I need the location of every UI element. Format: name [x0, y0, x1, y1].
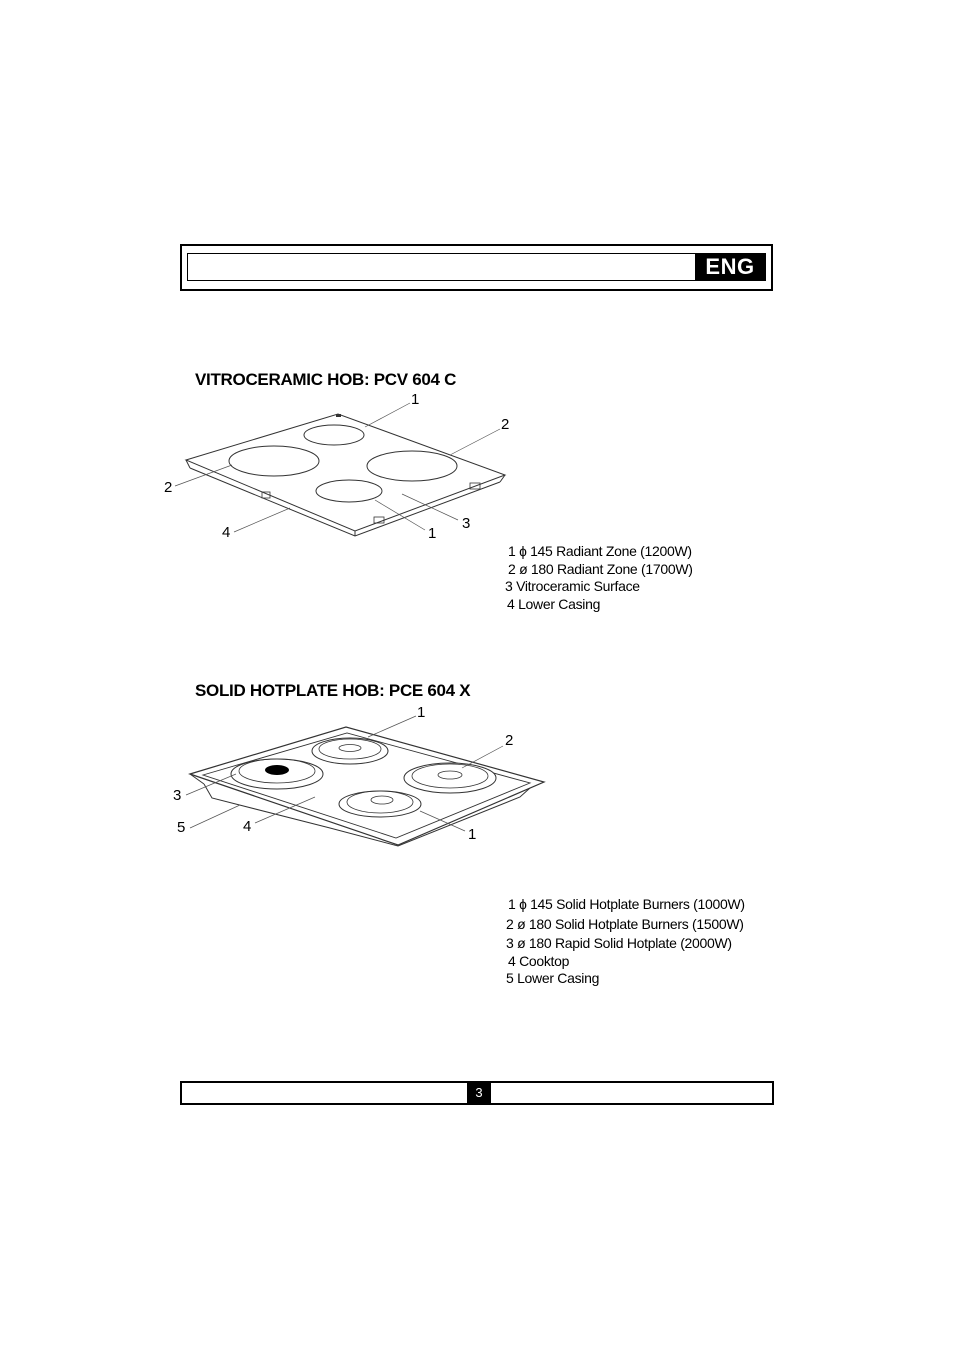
legend-item: 5 Lower Casing [506, 970, 600, 986]
leader-1-top [368, 716, 416, 737]
hotplate-right [404, 763, 496, 793]
hotplate-front [339, 791, 421, 817]
legend-item: 3 Vitroceramic Surface [505, 578, 640, 594]
solid-callout-4: 4 [243, 818, 252, 835]
header-band [180, 244, 773, 291]
leader-4 [234, 508, 290, 532]
vitroceramic-hob-diagram [150, 380, 530, 550]
vitroceramic-legend [505, 543, 693, 613]
legend-item: 1 ɸ 145 Radiant Zone (1200W) [508, 543, 692, 559]
vitro-surface-outline [186, 414, 505, 531]
page-number: 3 [467, 1082, 491, 1104]
legend-item: 4 Cooktop [508, 952, 570, 969]
control-mark-top [336, 414, 341, 417]
solid-callout-1-bottom: 1 [468, 826, 477, 843]
leader-1-top [365, 403, 410, 427]
vitro-callout-1-top: 1 [411, 391, 420, 408]
hotplate-back [312, 738, 388, 764]
hotplate-left-rapid [231, 759, 323, 789]
legend-item: 3 ø 180 Rapid Solid Hotplate (2000W) [506, 935, 732, 951]
solid-hotplate-hob-diagram [165, 700, 550, 850]
footer-band [180, 1081, 774, 1105]
solid-callout-2: 2 [505, 732, 514, 749]
legend-item: 1 ɸ 145 Solid Hotplate Burners (1000W) [508, 896, 745, 912]
vitroceramic-hob-title: VITROCERAMIC HOB: PCV 604 C [195, 370, 457, 389]
solid-hotplate-hob-title: SOLID HOTPLATE HOB: PCE 604 X [195, 681, 471, 700]
solid-callout-1-top: 1 [417, 704, 426, 721]
rapid-indicator-dot [265, 765, 289, 775]
solid-callout-3: 3 [173, 787, 182, 804]
header-inner-frame [187, 253, 766, 281]
vitro-callout-4: 4 [222, 524, 231, 541]
vitro-callout-2-left: 2 [164, 479, 173, 496]
vitro-callout-2-right: 2 [501, 416, 510, 433]
legend-item: 4 Lower Casing [507, 595, 601, 612]
leader-2-right [450, 429, 500, 455]
solid-hotplate-legend [505, 896, 745, 988]
vitro-callout-1-bottom: 1 [428, 525, 437, 542]
legend-item: 2 ø 180 Radiant Zone (1700W) [508, 560, 693, 577]
language-badge: ENG [695, 254, 765, 280]
legend-item: 2 ø 180 Solid Hotplate Burners (1500W) [506, 915, 744, 932]
vitro-callout-3: 3 [462, 515, 471, 532]
leader-5 [190, 805, 240, 828]
solid-callout-5: 5 [177, 819, 186, 836]
